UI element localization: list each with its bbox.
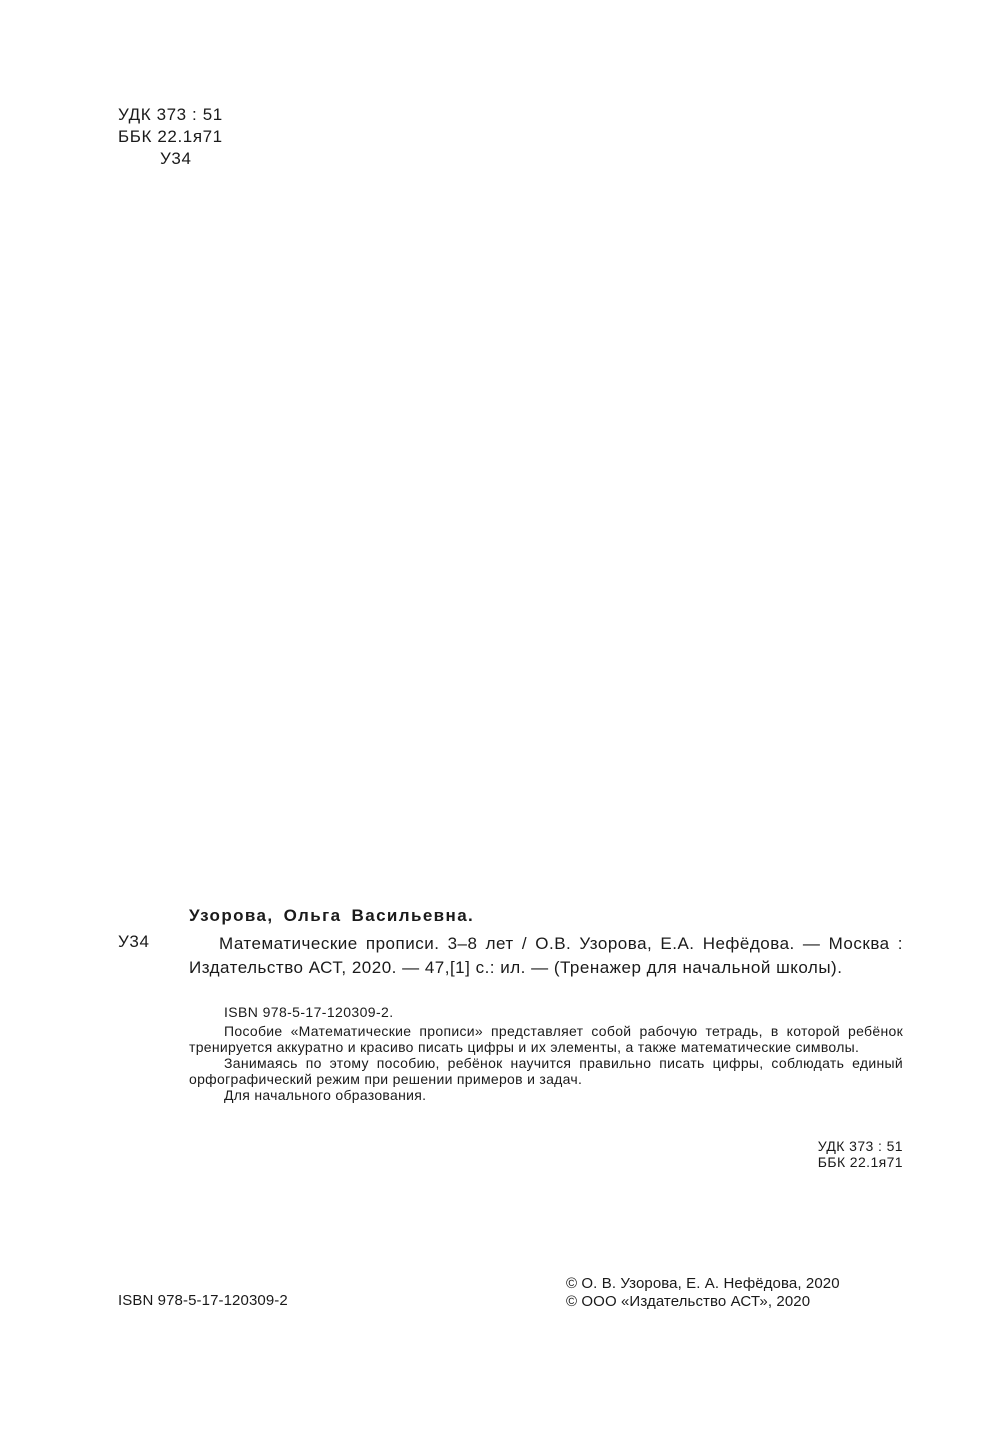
copyright-authors: © О. В. Узорова, Е. А. Нефёдова, 2020 [566,1275,840,1292]
catalog-card-classification [818,1138,903,1170]
udk-code: УДК 373 : 51 [118,105,223,124]
catalog-card-isbn: ISBN 978-5-17-120309-2. [224,1004,394,1020]
copyright-block [566,1275,840,1311]
catalog-card-author: Узорова, Ольга Васильевна. [189,906,475,925]
catalog-card-annotation [189,1023,903,1103]
copyright-publisher: © ООО «Издательство АСТ», 2020 [566,1293,811,1310]
catalog-card-author-sign: У34 [118,932,150,951]
catalog-card-description: Математические прописи. 3–8 лет / О.В. Узорова, Е.А. Нефёдова. — Москва : Издательство АСТ, 2020. — 47,[1] с.: ил. — (Тренажер для начальной школы). [189,934,903,977]
bbk-code: ББК 22.1я71 [118,127,223,146]
author-sign: У34 [160,149,192,168]
catalog-card-udk: УДК 373 : 51 [817,1138,903,1154]
footer-isbn: ISBN 978-5-17-120309-2 [118,1292,288,1309]
annotation-paragraph: Для начального образования. [224,1087,427,1103]
annotation-paragraph: Пособие «Математические прописи» представляет собой рабочую тетрадь, в которой ребёнок тренируется аккуратно и красиво писать цифры и их элементы, а также математические символы. [189,1023,903,1055]
top-classification-block [118,104,223,170]
catalog-card-bbk: ББК 22.1я71 [817,1154,903,1170]
annotation-paragraph: Занимаясь по этому пособию, ребёнок научится правильно писать цифры, соблюдать единый орфографический режим при решении примеров и задач. [189,1055,903,1087]
